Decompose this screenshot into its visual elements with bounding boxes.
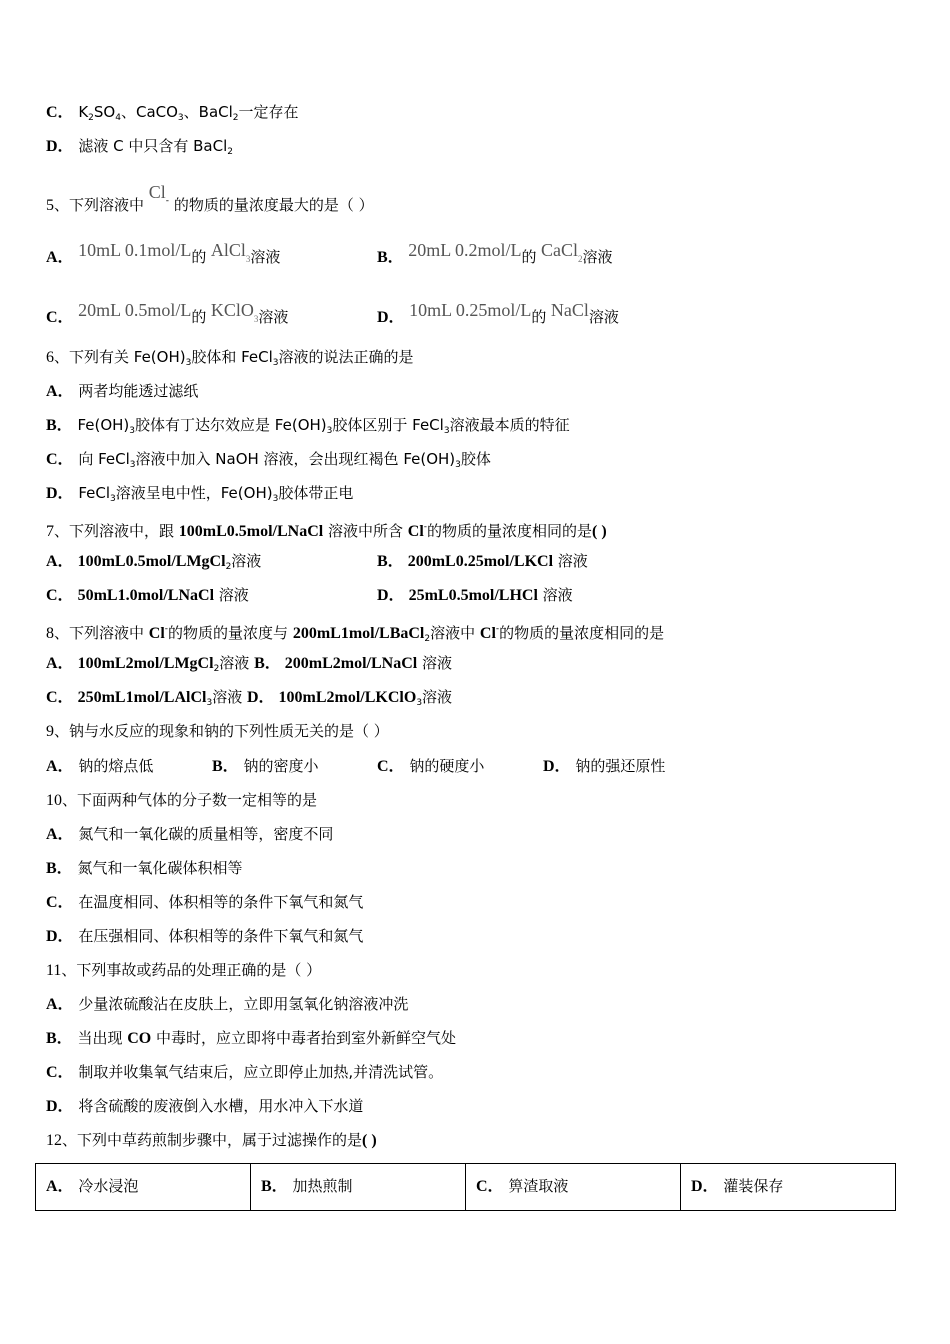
option-label: D． xyxy=(246,689,275,706)
line-content xyxy=(46,824,333,845)
subscript: 3 xyxy=(455,460,461,470)
line-content xyxy=(46,381,198,402)
text-segment: 的物质的量浓度相同的是 xyxy=(427,522,593,540)
text-segment: 、下列事故或药品的处理正确的是（ ） xyxy=(61,961,322,979)
text-segment: 钠的硬度小 xyxy=(404,757,485,775)
text-segment: 、下列溶液中 xyxy=(54,624,149,642)
text-segment: 溶液 xyxy=(219,654,255,672)
subscript: 2 xyxy=(578,254,583,264)
option-label: C． xyxy=(46,1064,74,1081)
option-cell xyxy=(46,300,288,329)
text-segment: 钠的强还原性 xyxy=(570,757,666,775)
text-segment: CaCl xyxy=(536,240,579,260)
text-segment: 溶液 xyxy=(582,248,613,266)
subscript: 3 xyxy=(129,460,136,470)
option-text: 灌装保存 xyxy=(718,1177,784,1195)
option-label: A． xyxy=(46,383,74,400)
text-segment: 、下列溶液中，跟 xyxy=(54,522,179,540)
option-label: D． xyxy=(543,758,571,775)
text-segment: 100mL0.5mol/LNaCl xyxy=(178,523,324,540)
text-segment: 、下列溶液中 xyxy=(54,196,149,214)
text-segment: Cl xyxy=(407,523,424,540)
option-label: C． xyxy=(476,1178,504,1195)
option-cell xyxy=(46,756,153,777)
text-segment: CO xyxy=(127,1030,152,1047)
question-number: 6 xyxy=(46,349,54,366)
text-segment: 的 xyxy=(191,248,207,266)
subscript: 2 xyxy=(225,562,232,572)
text-segment: FeCl xyxy=(73,484,111,502)
subscript: 3 xyxy=(443,426,450,436)
option-label: C． xyxy=(377,758,405,775)
option-label: A． xyxy=(46,249,74,266)
option-label: B． xyxy=(377,553,404,570)
text-segment: 的 xyxy=(531,308,547,326)
option-cell xyxy=(543,756,665,777)
option-label: A． xyxy=(46,758,74,775)
subscript: 3 xyxy=(253,314,259,324)
text-segment: 在压强相同、体积相等的条件下氧气和氮气 xyxy=(73,927,364,945)
option-label: D． xyxy=(377,587,405,604)
text-segment: Cl xyxy=(479,625,496,642)
question-number: 11 xyxy=(46,962,62,979)
q12-option-c xyxy=(466,1164,681,1211)
text-segment: 氮气和一氧化碳体积相等 xyxy=(72,859,243,877)
text-segment: 溶液 xyxy=(231,552,262,570)
option-label: C． xyxy=(46,689,74,706)
line-content xyxy=(46,347,414,373)
text-segment: SO xyxy=(93,103,116,121)
subscript: 4 xyxy=(115,113,121,123)
text-segment: 、CaCO xyxy=(120,103,178,121)
text-segment: 、下列有关 Fe(OH) xyxy=(54,348,186,366)
option-cell xyxy=(46,585,249,606)
text-segment: ( ) xyxy=(592,523,607,540)
option-cell xyxy=(377,300,619,328)
text-segment: 、钠与水反应的现象和钠的下列性质无关的是（ ） xyxy=(54,722,389,740)
text-segment: 200mL0.25mol/LKCl xyxy=(403,553,554,570)
text-segment: 200mL1mol/LBaCl xyxy=(292,625,425,642)
line-content xyxy=(46,994,408,1015)
text-segment: 溶液 xyxy=(258,308,289,326)
text-segment: 两者均能透过滤纸 xyxy=(73,382,199,400)
text-segment: KClO xyxy=(206,300,254,320)
text-segment: AlCl xyxy=(206,240,246,260)
line-content xyxy=(46,182,374,216)
line-content xyxy=(46,102,299,128)
text-segment: 中毒时，应立即将中毒者抬到室外新鲜空气处 xyxy=(151,1029,457,1047)
option-label: A． xyxy=(46,996,74,1013)
q12-option-a xyxy=(36,1164,251,1211)
subscript: 3 xyxy=(245,254,251,264)
option-label: B． xyxy=(46,860,73,877)
text-segment: 25mL0.5mol/LHCl xyxy=(404,587,538,604)
option-text: 加热煎制 xyxy=(287,1177,353,1195)
text-segment: 、BaCl xyxy=(183,103,233,121)
text-segment: 少量浓硫酸沾在皮肤上，立即用氢氧化钠溶液冲洗 xyxy=(73,995,409,1013)
text-segment: 20mL 0.2mol/L xyxy=(403,240,522,260)
option-text: 箅渣取液 xyxy=(503,1177,569,1195)
text-segment: 滤液 C 中只含有 BaCl xyxy=(73,137,228,155)
text-segment: 100mL2mol/LKClO xyxy=(274,689,417,706)
option-label: B． xyxy=(261,1178,288,1195)
superscript: - xyxy=(165,196,170,206)
subscript: 3 xyxy=(272,494,279,504)
question-number: 10 xyxy=(46,792,62,809)
line-content xyxy=(46,517,607,542)
question-number: 8 xyxy=(46,625,54,642)
line-content xyxy=(46,926,363,947)
line-content xyxy=(46,449,491,475)
line-content xyxy=(46,790,317,811)
option-label: D． xyxy=(46,138,74,155)
line-content xyxy=(46,415,570,441)
option-label: A． xyxy=(46,1178,74,1195)
text-segment: 钠的熔点低 xyxy=(73,757,154,775)
option-label: C． xyxy=(46,309,74,326)
text-segment: 溶液 xyxy=(250,248,281,266)
option-cell xyxy=(46,240,280,269)
text-segment: 、下列中草药煎制步骤中，属于过滤操作的是 xyxy=(62,1131,363,1149)
text-segment: 的 xyxy=(191,308,207,326)
text-segment: 在温度相同、体积相等的条件下氧气和氮气 xyxy=(73,893,364,911)
text-segment: Cl xyxy=(148,182,166,202)
question-number: 5 xyxy=(46,197,54,214)
line-content xyxy=(46,687,452,713)
text-segment: 200mL2mol/LNaCl xyxy=(280,655,418,672)
text-segment: 制取并收集氧气结束后，应立即停止加热,并清洗试管。 xyxy=(73,1063,444,1081)
line-content xyxy=(46,1096,363,1117)
text-segment: 胶体有丁达尔效应是 Fe(OH) xyxy=(135,416,327,434)
superscript: - xyxy=(164,624,169,634)
line-content xyxy=(46,1028,456,1049)
text-segment: 100mL0.5mol/LMgCl xyxy=(73,553,226,570)
line-content xyxy=(46,892,363,913)
option-label: B． xyxy=(212,758,239,775)
option-label: D． xyxy=(46,928,74,945)
text-segment: 溶液 xyxy=(588,308,619,326)
text-segment: 当出现 xyxy=(72,1029,128,1047)
option-text: 冷水浸泡 xyxy=(73,1177,139,1195)
q12-options-table xyxy=(35,1163,896,1211)
text-segment: 溶液最本质的特征 xyxy=(449,416,570,434)
line-content xyxy=(46,653,452,679)
text-segment: 溶液 xyxy=(417,654,452,672)
text-segment: 50mL1.0mol/LNaCl xyxy=(73,587,215,604)
text-segment: 溶液的说法正确的是 xyxy=(278,348,414,366)
line-content xyxy=(46,619,664,649)
subscript: 2 xyxy=(232,113,239,123)
line-content xyxy=(46,483,353,509)
subscript: 2 xyxy=(213,664,220,674)
text-segment: ( ) xyxy=(362,1132,377,1149)
text-segment: 的物质的量浓度与 xyxy=(168,624,293,642)
option-cell xyxy=(377,240,613,269)
text-segment: 10mL 0.25mol/L xyxy=(404,300,532,320)
option-cell xyxy=(46,551,261,577)
text-segment: 10mL 0.1mol/L xyxy=(73,240,192,260)
line-content xyxy=(46,858,242,879)
subscript: 2 xyxy=(424,634,431,644)
text-segment: 溶液 xyxy=(537,586,573,604)
text-segment: 、下面两种气体的分子数一定相等的是 xyxy=(62,791,318,809)
option-cell xyxy=(377,756,484,777)
question-number: 9 xyxy=(46,723,54,740)
subscript: 3 xyxy=(185,358,192,368)
text-segment: 250mL1mol/LAlCl xyxy=(73,689,207,706)
q12-option-d xyxy=(681,1164,896,1211)
subscript: 2 xyxy=(88,113,94,123)
text-segment: 向 FeCl xyxy=(73,450,130,468)
text-segment: 胶体 xyxy=(460,450,491,468)
superscript: - xyxy=(495,624,500,634)
line-content xyxy=(46,1130,377,1151)
text-segment: 胶体和 FeCl xyxy=(191,348,273,366)
line-content xyxy=(46,721,389,742)
text-segment: 钠的密度小 xyxy=(238,757,319,775)
option-label: B． xyxy=(46,1030,73,1047)
subscript: 3 xyxy=(129,426,136,436)
text-segment: Fe(OH) xyxy=(72,416,130,434)
option-cell xyxy=(377,585,573,606)
text-segment: 溶液 xyxy=(553,552,588,570)
text-segment: 溶液呈电中性，Fe(OH) xyxy=(115,484,273,502)
option-label: D． xyxy=(46,1098,74,1115)
superscript: - xyxy=(423,522,428,532)
option-cell xyxy=(377,551,588,572)
q12-option-b xyxy=(251,1164,466,1211)
text-segment: 溶液中 xyxy=(430,624,480,642)
text-segment: 溶液 xyxy=(214,586,249,604)
text-segment: 溶液中所含 xyxy=(323,522,408,540)
text-segment: NaCl xyxy=(546,300,589,320)
option-label: C． xyxy=(46,587,74,604)
line-content xyxy=(46,1062,443,1083)
subscript: 2 xyxy=(227,147,233,157)
option-label: D． xyxy=(377,309,405,326)
text-segment: 溶液中加入 NaOH 溶液，会出现红褐色 Fe(OH) xyxy=(135,450,456,468)
subscript: 3 xyxy=(177,113,184,123)
option-label: B． xyxy=(377,249,404,266)
text-segment: 100mL2mol/LMgCl xyxy=(73,655,214,672)
text-segment: 的物质的量浓度最大的是（ ） xyxy=(169,196,374,214)
subscript: 3 xyxy=(326,426,333,436)
option-label: A． xyxy=(46,553,74,570)
option-label: B． xyxy=(254,655,281,672)
line-content xyxy=(46,136,233,162)
subscript: 3 xyxy=(110,494,116,504)
text-segment: 将含硫酸的废液倒入水槽，用水冲入下水道 xyxy=(73,1097,364,1115)
option-label: D． xyxy=(691,1178,719,1195)
option-label: D． xyxy=(46,485,74,502)
text-segment: 溶液 xyxy=(422,688,453,706)
subscript: 3 xyxy=(416,698,423,708)
subscript: 3 xyxy=(272,358,279,368)
text-segment: Cl xyxy=(148,625,165,642)
text-segment: 的物质的量浓度相同的是 xyxy=(499,624,665,642)
text-segment: 氮气和一氧化碳的质量相等，密度不同 xyxy=(73,825,334,843)
option-label: A． xyxy=(46,655,74,672)
text-segment: K xyxy=(73,103,89,121)
option-label: A． xyxy=(46,826,74,843)
option-label: B． xyxy=(46,417,73,434)
question-number: 12 xyxy=(46,1132,62,1149)
text-segment: 20mL 0.5mol/L xyxy=(73,300,192,320)
option-label: C． xyxy=(46,451,74,468)
text-segment: 一定存在 xyxy=(238,103,299,121)
option-label: C． xyxy=(46,894,74,911)
text-segment: 的 xyxy=(521,248,537,266)
text-segment: 胶体带正电 xyxy=(278,484,354,502)
option-label: C． xyxy=(46,104,74,121)
text-segment: 溶液 xyxy=(212,688,247,706)
text-segment: 胶体区别于 FeCl xyxy=(332,416,444,434)
subscript: 3 xyxy=(206,698,213,708)
question-number: 7 xyxy=(46,523,54,540)
option-cell xyxy=(212,756,318,777)
line-content xyxy=(46,960,321,981)
